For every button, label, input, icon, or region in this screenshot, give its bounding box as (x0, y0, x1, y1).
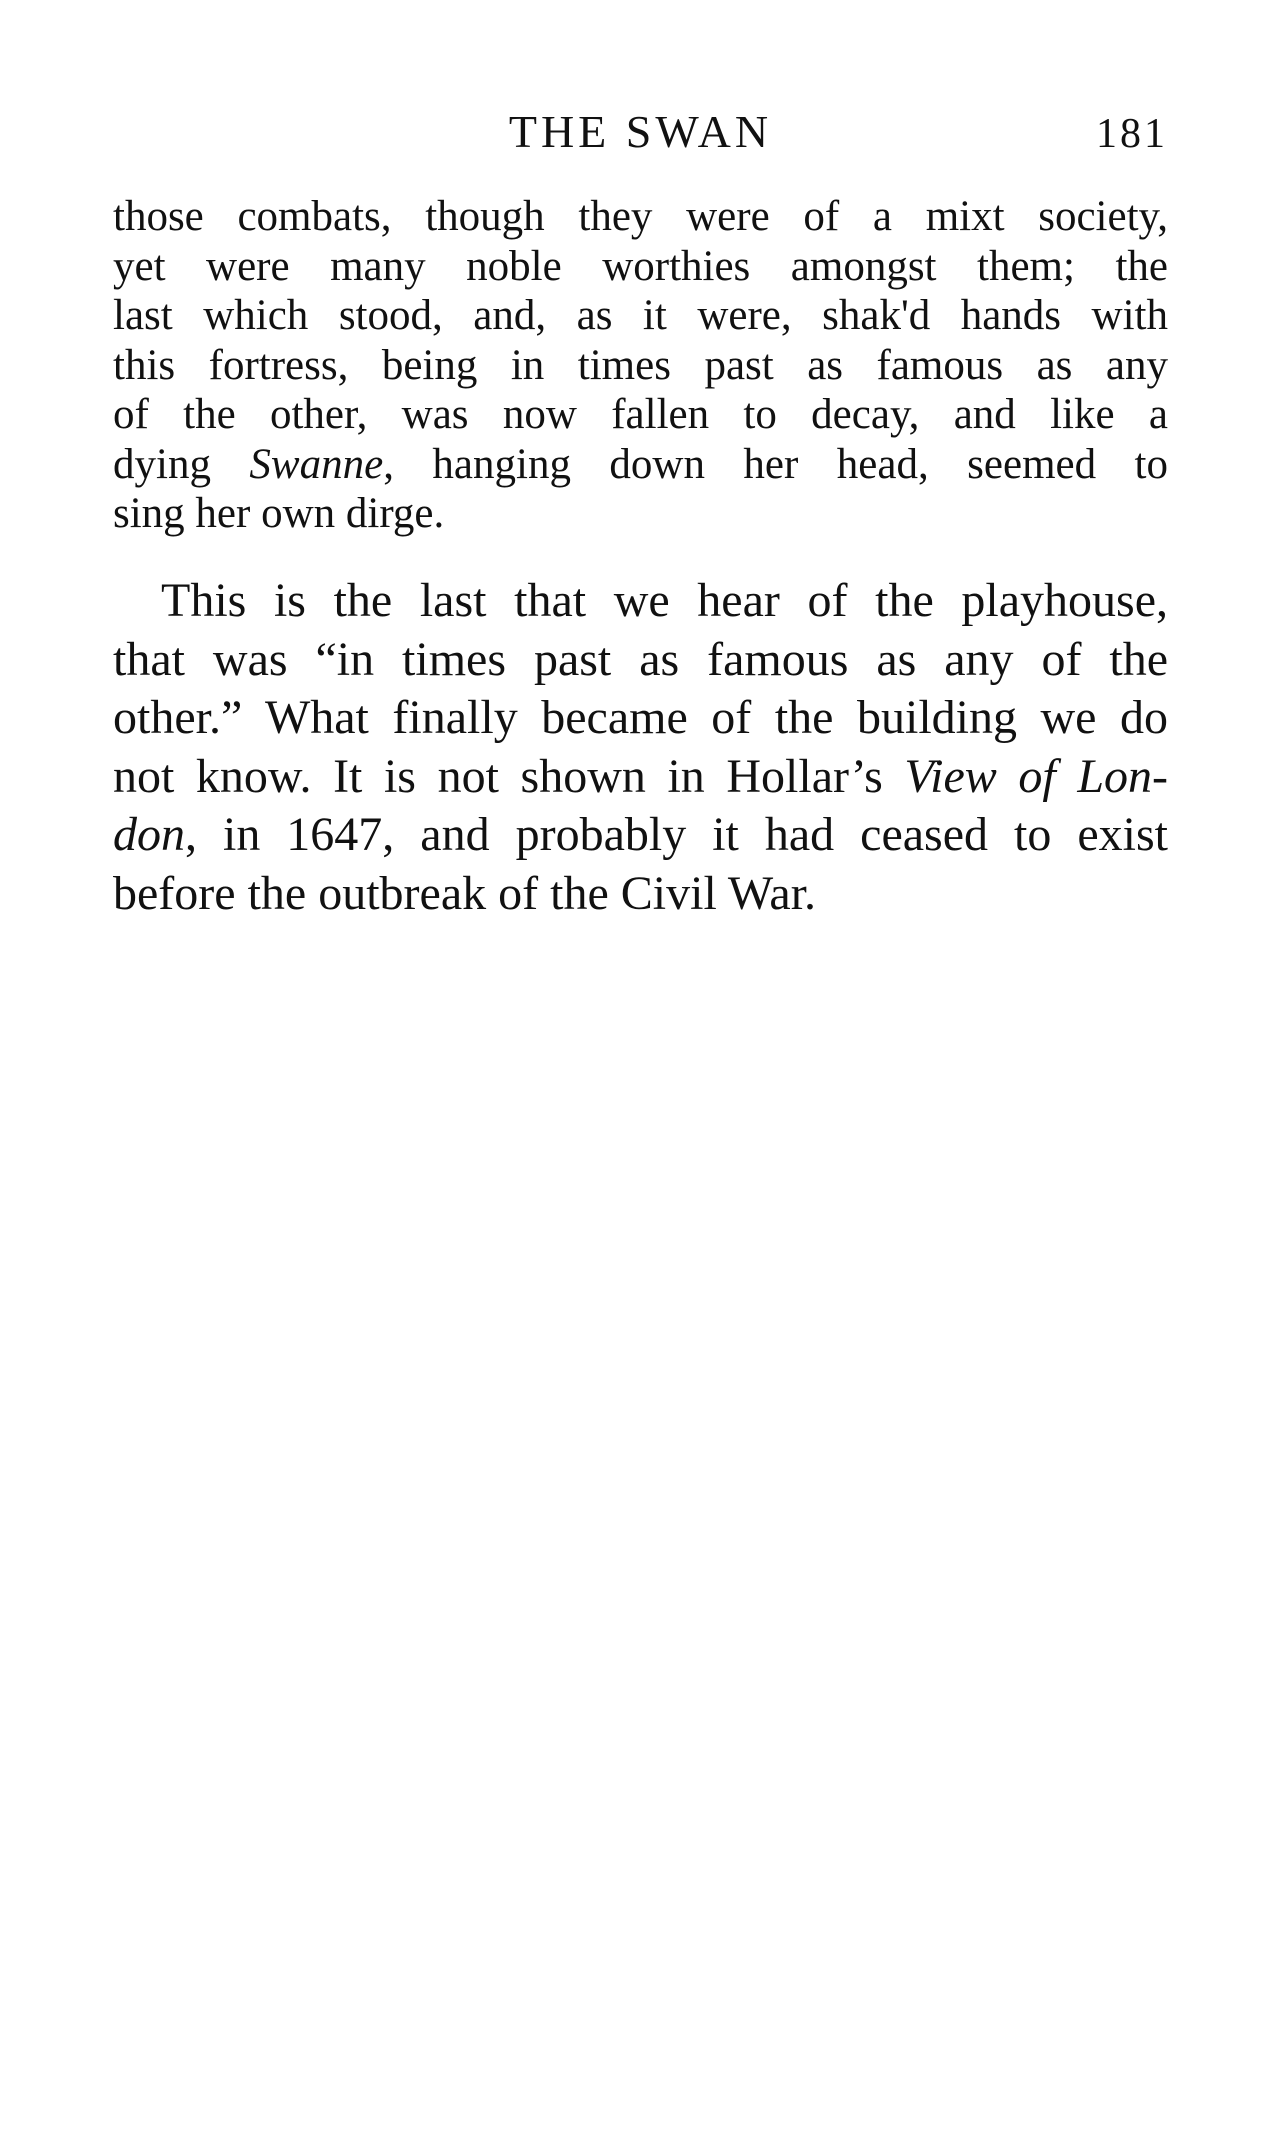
quote-text: dying (113, 440, 250, 488)
paragraph-line: that was “in times past as famous as any of the (113, 632, 1168, 686)
italic-title-view-of-london: View of Lon- (904, 749, 1169, 803)
quote-line: last which stood, and, as it were, shak'd hands with (113, 292, 1168, 339)
paragraph-line: other.” What finally became of the building we do (113, 691, 1168, 745)
paragraph-line (113, 748, 1168, 807)
paragraph-line: before the outbreak of the Civil War. (113, 866, 817, 920)
running-title: THE SWAN (508, 106, 773, 157)
quote-line: this fortress, being in times past as famous as any (113, 341, 1168, 389)
quote-line: those combats, though they were of a mixt society, (113, 193, 1168, 240)
quote-italic-swanne: Swanne (249, 440, 384, 488)
quote-text: , hanging down her head, seemed to (383, 440, 1169, 488)
paragraph-line: This is the last that we hear of the playhouse, (161, 574, 1168, 627)
quote-line: sing her own dirge. (113, 490, 445, 537)
quote-line: yet were many noble worthies amongst them; the (113, 242, 1168, 290)
paragraph-line (113, 806, 1168, 865)
page-number: 181 (1096, 111, 1168, 157)
running-head (113, 102, 1168, 162)
paragraph-text: not know. It is not shown in Hollar’s (113, 749, 905, 803)
body-paragraph (113, 572, 1168, 924)
quoted-passage (113, 192, 1168, 539)
quote-line (113, 440, 1168, 490)
quote-line: of the other, was now fallen to decay, and like a (113, 391, 1168, 438)
paragraph-text: , in 1647, and probably it had ceased to exist (185, 808, 1168, 862)
italic-title-continuation: don (113, 808, 185, 862)
